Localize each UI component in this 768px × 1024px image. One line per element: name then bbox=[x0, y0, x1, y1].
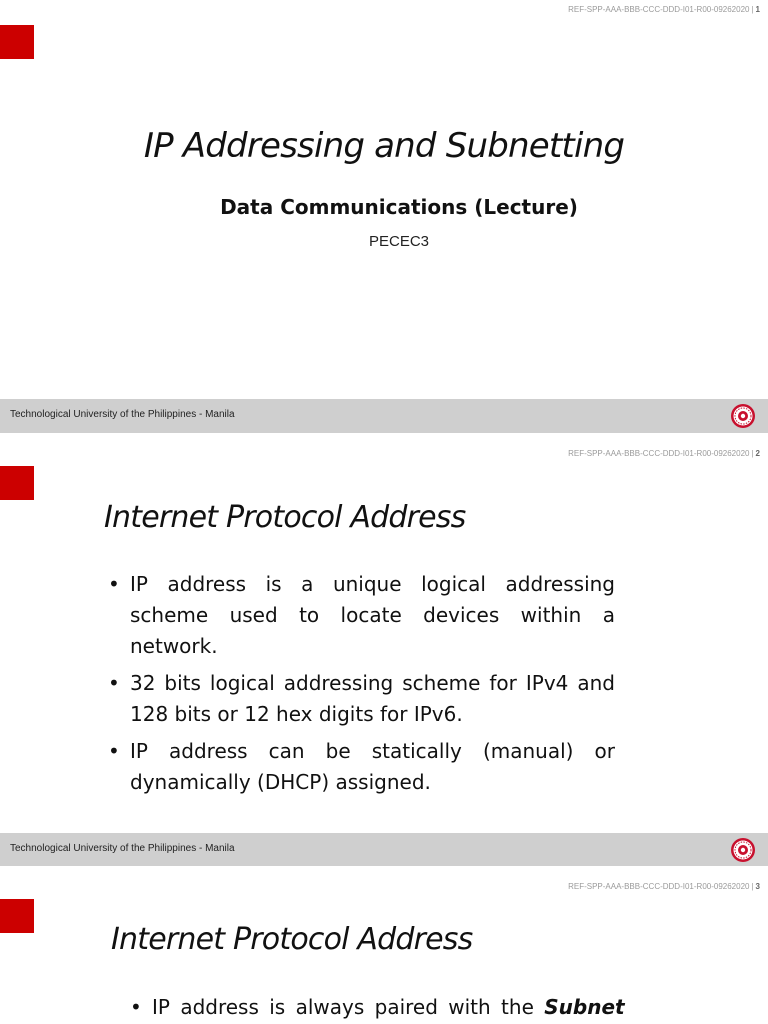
slide-reference: REF-SPP-AAA-BBB-CCC-DDD-I01-R00-09262020 | 1 bbox=[568, 5, 760, 14]
accent-block bbox=[0, 466, 34, 500]
slide-reference: REF-SPP-AAA-BBB-CCC-DDD-I01-R00-09262020 | 2 bbox=[568, 449, 760, 458]
list-item: • 32 bits logical addressing scheme for IPv4 and 128 bits or 12 hex digits for IPv6. bbox=[104, 668, 615, 730]
slide-footer bbox=[0, 399, 768, 433]
accent-block bbox=[0, 899, 34, 933]
bullet-list bbox=[126, 992, 637, 1024]
accent-block bbox=[0, 25, 34, 59]
slide-title: IP Addressing and Subnetting bbox=[143, 126, 625, 166]
university-seal-icon bbox=[730, 403, 756, 429]
list-item: • IP address can be statically (manual) or dynamically (DHCP) assigned. bbox=[104, 736, 615, 798]
ref-code: REF-SPP-AAA-BBB-CCC-DDD-I01-R00-09262020 bbox=[568, 5, 750, 14]
list-item: • IP address is a unique logical addressing scheme used to locate devices within a network. bbox=[104, 569, 615, 662]
slide-title: Internet Protocol Address bbox=[104, 500, 466, 535]
slide-2 bbox=[0, 433, 768, 866]
ref-code: REF-SPP-AAA-BBB-CCC-DDD-I01-R00-09262020 bbox=[568, 882, 750, 891]
bullet-emphasis: Subnet bbox=[544, 995, 625, 1019]
footer-text: Technological University of the Philippines - Manila bbox=[10, 843, 235, 854]
page-number: 1 bbox=[755, 5, 760, 14]
slide-3 bbox=[0, 866, 768, 1024]
bullet-text: IP address is always paired with the bbox=[152, 995, 534, 1019]
ref-code: REF-SPP-AAA-BBB-CCC-DDD-I01-R00-09262020 bbox=[568, 449, 750, 458]
slide-1 bbox=[0, 0, 768, 433]
course-code: PECEC3 bbox=[368, 233, 430, 250]
page-number: 3 bbox=[755, 882, 760, 891]
university-seal-icon bbox=[730, 837, 756, 863]
slide-footer bbox=[0, 833, 768, 866]
slide-subtitle: Data Communications (Lecture) bbox=[220, 195, 578, 219]
slide-title: Internet Protocol Address bbox=[111, 922, 473, 957]
list-item bbox=[126, 992, 637, 1023]
slide-reference: REF-SPP-AAA-BBB-CCC-DDD-I01-R00-09262020 | 3 bbox=[568, 882, 760, 891]
bullet-list bbox=[104, 569, 615, 804]
page-number: 2 bbox=[755, 449, 760, 458]
footer-text: Technological University of the Philippines - Manila bbox=[10, 409, 235, 420]
